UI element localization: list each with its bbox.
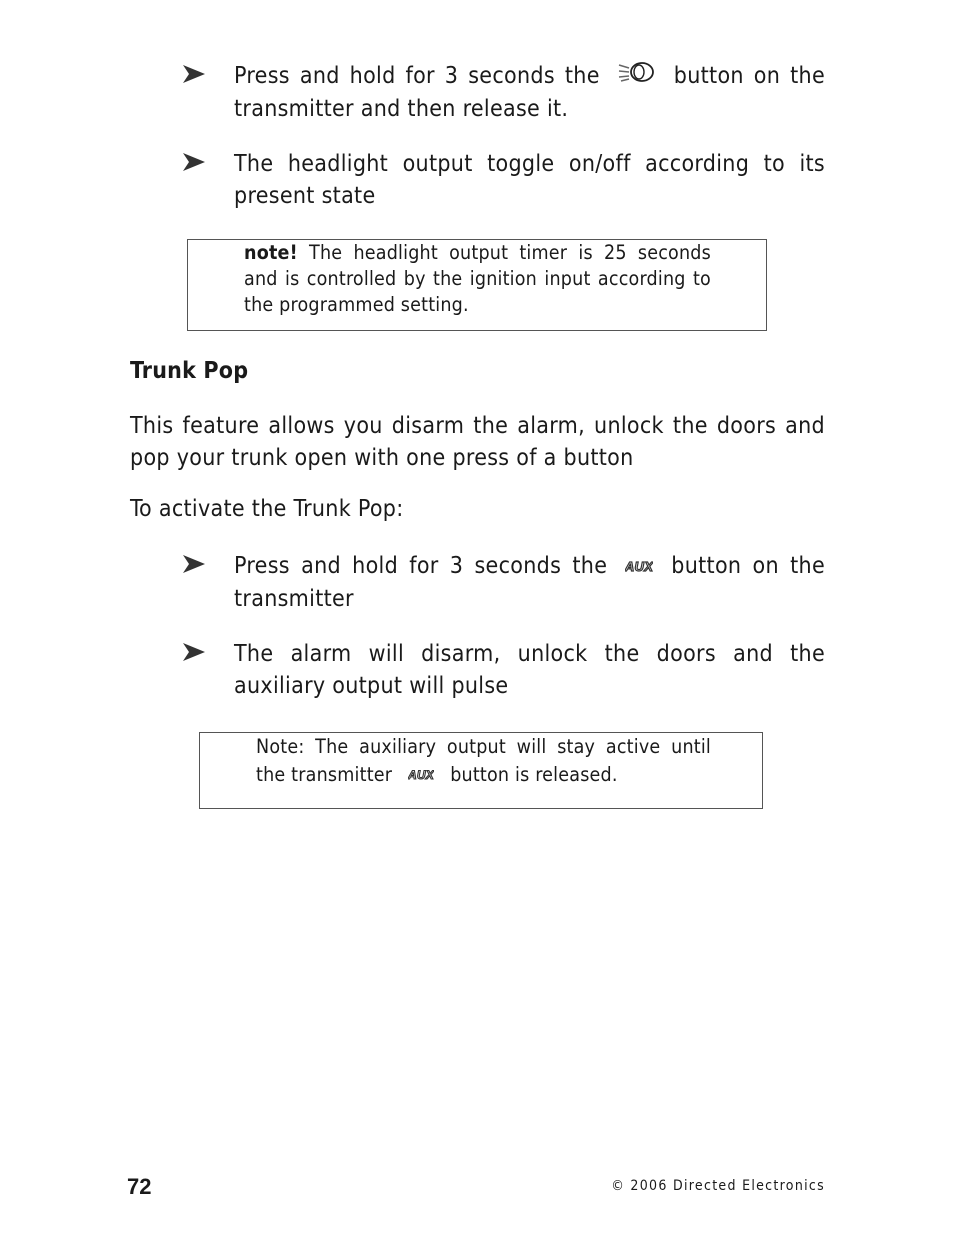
arrow-bullet-icon [182, 152, 206, 172]
note-text: The headlight output timer is 25 seconds and is controlled by the ignition input according to the programmed setting. [244, 241, 711, 316]
headlight-step-2 [182, 148, 825, 214]
step-text-before: Press and hold for 3 seconds the [234, 553, 608, 579]
step-text-after: button on the transmitter [234, 553, 825, 612]
trunk-step-1 [182, 550, 825, 616]
section-heading: Trunk Pop [130, 358, 249, 384]
note-text-after: button is released. [450, 763, 618, 786]
arrow-bullet-icon [182, 554, 206, 574]
note-label: note! [244, 241, 298, 264]
headlight-step-1 [182, 60, 825, 126]
svg-text:AUX: AUX [408, 767, 435, 782]
trunk-pop-description: This feature allows you disarm the alarm, unlock the doors and pop your trunk open with one press of a button [130, 413, 825, 471]
aux-icon [408, 762, 434, 790]
activate-label: To activate the Trunk Pop: [130, 496, 404, 522]
svg-text:AUX: AUX [625, 558, 654, 574]
aux-icon [625, 551, 653, 583]
headlight-icon [618, 60, 656, 93]
aux-note-box [199, 732, 763, 809]
headlight-note-box [187, 239, 767, 331]
page-number: 72 [127, 1174, 152, 1199]
step-text-after: button on the transmitter and then release it. [234, 63, 825, 122]
trunk-step-2 [182, 638, 825, 704]
arrow-bullet-icon [182, 64, 206, 84]
arrow-bullet-icon [182, 642, 206, 662]
step-text: The alarm will disarm, unlock the doors and the auxiliary output will pulse [234, 641, 825, 699]
step-text-before: Press and hold for 3 seconds the [234, 63, 600, 89]
note-text-before: Note: The auxiliary output will stay active until the transmitter [256, 735, 711, 786]
copyright: © 2006 Directed Electronics [611, 1178, 825, 1194]
step-text: The headlight output toggle on/off according to its present state [234, 151, 825, 209]
